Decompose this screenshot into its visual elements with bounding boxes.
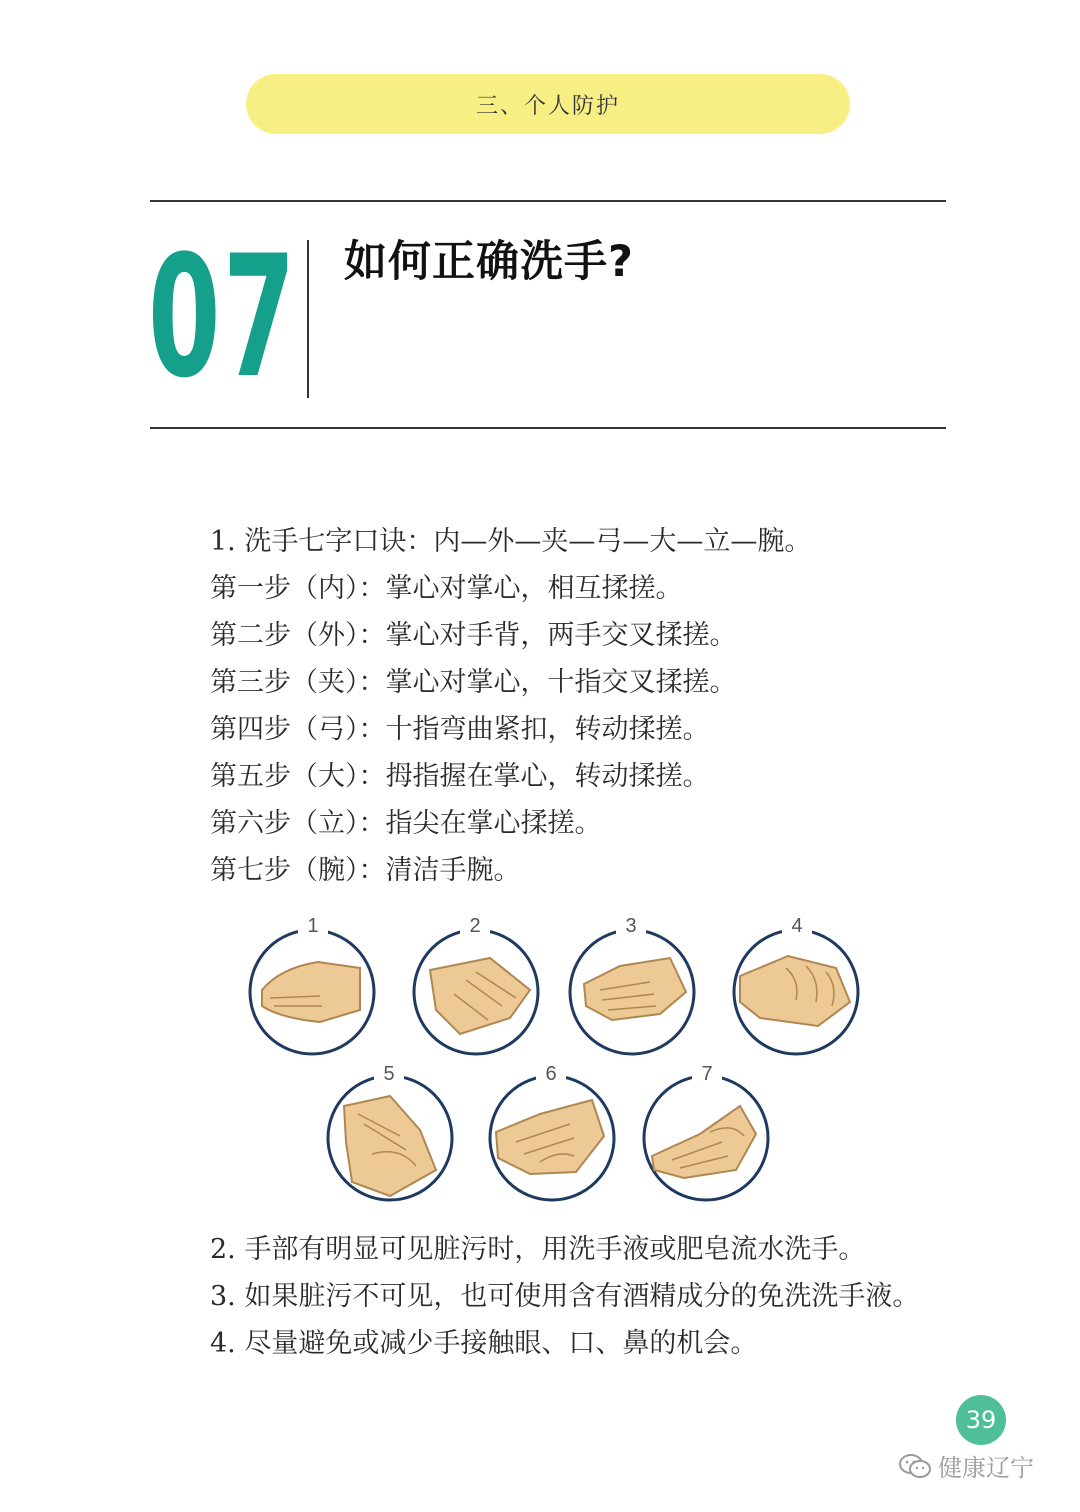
- chapter-number: 07: [148, 219, 298, 415]
- step-4-illustration: [734, 910, 858, 1054]
- additional-tips: [210, 1226, 1010, 1367]
- handwash-instructions: [210, 518, 990, 894]
- watermark-text: 健康辽宁: [938, 1454, 1034, 1482]
- top-divider: [150, 200, 946, 202]
- tip-line: 4. 尽量避免或减少手接触眼、口、鼻的机会。: [210, 1328, 758, 1359]
- bottom-divider: [150, 427, 946, 429]
- handwash-illustration: [240, 910, 870, 1210]
- page-title: 如何正确洗手?: [344, 237, 634, 287]
- step-line: 第五步（大）：拇指握在掌心，转动揉搓。: [210, 761, 710, 792]
- step-5-illustration: [328, 1058, 452, 1200]
- step-line: 第三步（夹）：掌心对掌心，十指交叉揉搓。: [210, 667, 737, 698]
- step-number-label: 7: [701, 1063, 713, 1085]
- title-separator: [307, 240, 309, 398]
- watermark: [898, 1448, 1034, 1483]
- step-line: 第七步（腕）：清洁手腕。: [210, 855, 521, 886]
- step-number-label: 2: [469, 915, 481, 937]
- step-line: 第二步（外）：掌心对手背，两手交叉揉搓。: [210, 620, 737, 651]
- step-number-label: 4: [791, 915, 803, 937]
- mnemonic-line: 1. 洗手七字口诀：内—外—夹—弓—大—立—腕。: [210, 526, 812, 557]
- step-number-label: 5: [383, 1063, 395, 1085]
- tip-line: 2. 手部有明显可见脏污时，用洗手液或肥皂流水洗手。: [210, 1234, 866, 1265]
- step-number-label: 3: [625, 915, 637, 937]
- step-6-illustration: [490, 1058, 614, 1200]
- step-1-illustration: [250, 910, 374, 1054]
- step-2-illustration: [414, 910, 538, 1054]
- wechat-icon: [898, 1453, 932, 1479]
- step-line: 第六步（立）：指尖在掌心揉搓。: [210, 808, 602, 839]
- step-number-label: 1: [307, 915, 319, 937]
- step-7-illustration: [644, 1058, 768, 1200]
- section-header-pill: 三、个人防护: [246, 74, 850, 134]
- step-line: 第四步（弓）：十指弯曲紧扣，转动揉搓。: [210, 714, 710, 745]
- step-3-illustration: [570, 910, 694, 1054]
- tip-line: 3. 如果脏污不可见，也可使用含有酒精成分的免洗洗手液。: [210, 1281, 920, 1312]
- step-line: 第一步（内）：掌心对掌心，相互揉搓。: [210, 573, 683, 604]
- page-number-badge: 39: [956, 1395, 1006, 1445]
- step-number-label: 6: [545, 1063, 557, 1085]
